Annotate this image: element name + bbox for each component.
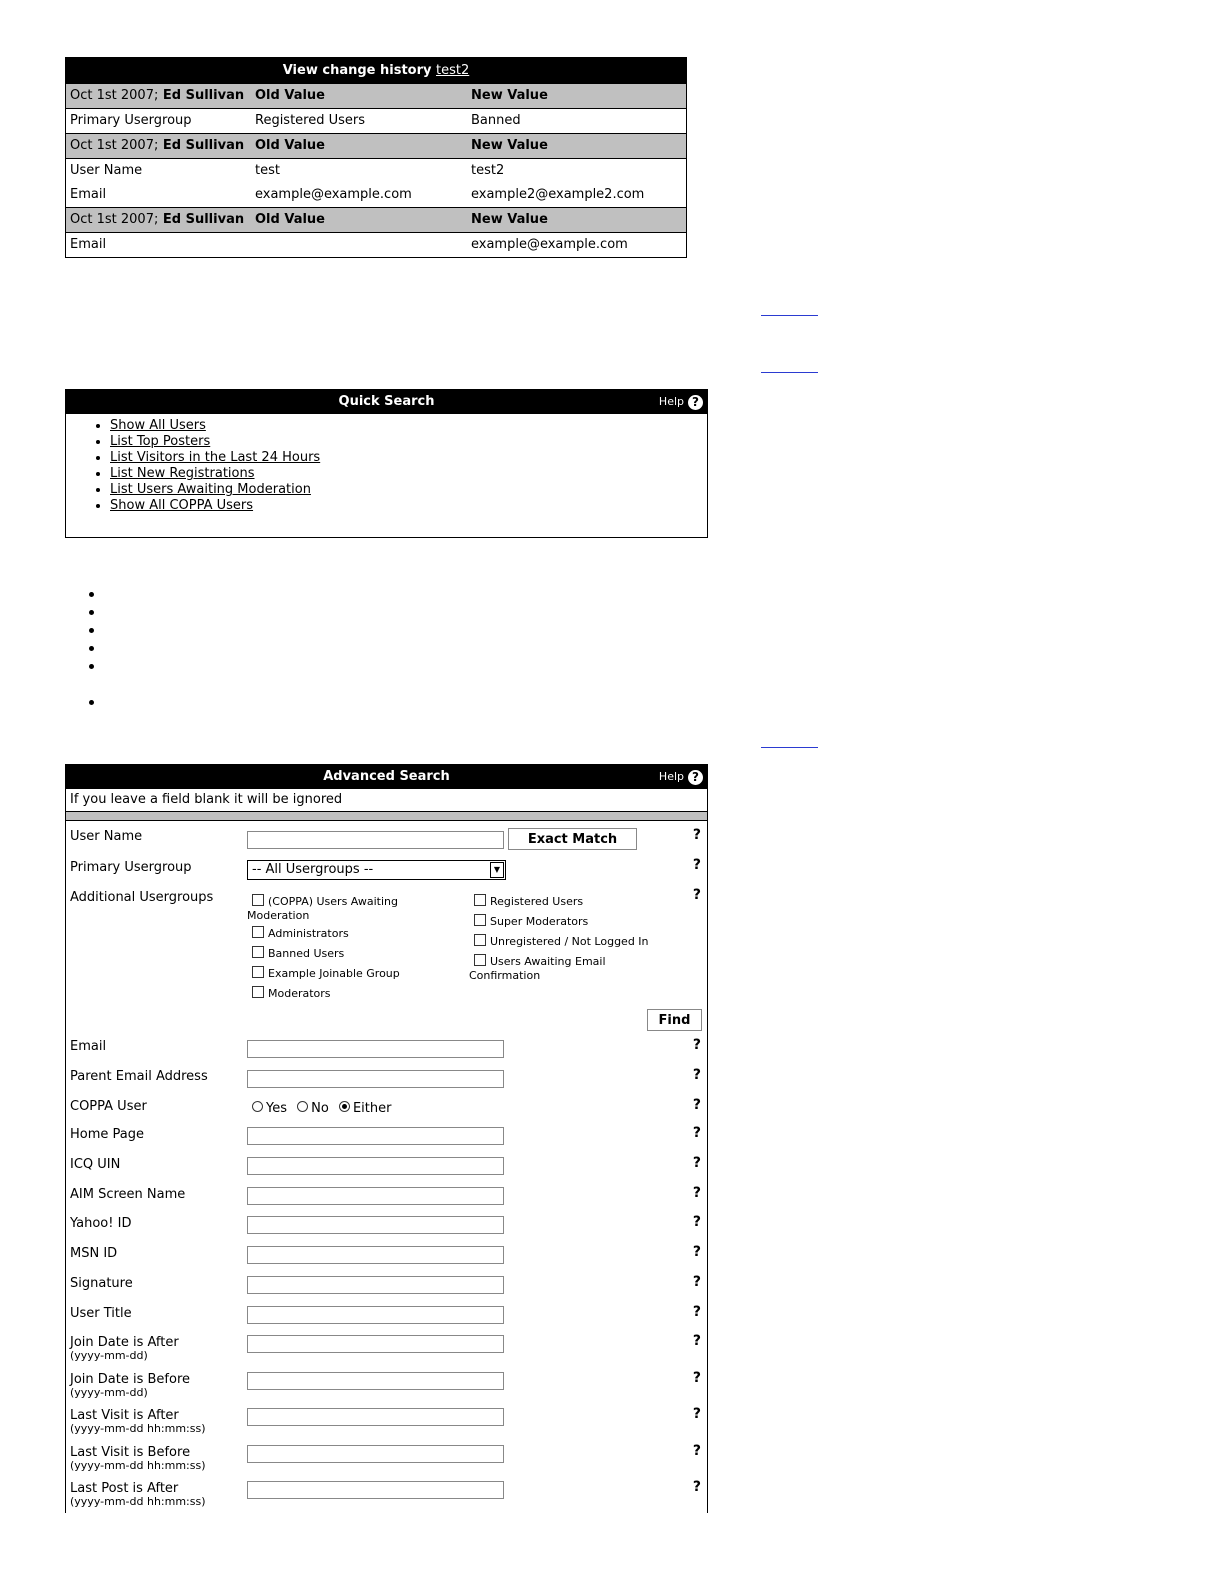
help-label: Help bbox=[658, 395, 684, 408]
blank-link[interactable] bbox=[761, 746, 818, 748]
primary-usergroup-select[interactable] bbox=[247, 860, 506, 880]
usergroup-label: Users Awaiting Email bbox=[490, 955, 606, 968]
field-label: AIM Screen Name bbox=[70, 1187, 186, 1202]
usergroup-label-continued: Moderation bbox=[247, 909, 310, 922]
email-input[interactable] bbox=[247, 1040, 504, 1058]
help-question-icon[interactable]: ? bbox=[692, 1244, 701, 1260]
yahoo-input[interactable] bbox=[247, 1216, 504, 1234]
advanced-search-panel bbox=[65, 764, 708, 1513]
help-question-icon[interactable]: ? bbox=[692, 1155, 701, 1171]
new-value-header: New Value bbox=[471, 88, 548, 103]
help-question-icon[interactable]: ? bbox=[692, 1370, 701, 1386]
show-all-users-link[interactable]: Show All Users bbox=[110, 418, 206, 433]
field-label: Email bbox=[70, 1039, 107, 1054]
history-user-link[interactable]: test2 bbox=[436, 63, 470, 78]
user-title-input[interactable] bbox=[247, 1306, 504, 1324]
bullet-icon bbox=[89, 664, 94, 669]
history-group-header bbox=[66, 207, 686, 232]
usergroup-checkbox-item[interactable] bbox=[252, 986, 331, 1001]
help-question-icon[interactable]: ? bbox=[692, 1067, 701, 1083]
history-old: test bbox=[255, 163, 280, 178]
icq-input[interactable] bbox=[247, 1157, 504, 1175]
coppa-user-label: COPPA User bbox=[70, 1099, 147, 1114]
help-question-icon[interactable]: ? bbox=[692, 1333, 701, 1349]
field-label-main: Last Visit is After bbox=[70, 1408, 179, 1423]
bullet-icon bbox=[89, 646, 94, 651]
help-question-icon[interactable]: ? bbox=[692, 1304, 701, 1320]
help-button[interactable] bbox=[659, 765, 703, 789]
field-label bbox=[70, 1408, 206, 1435]
field-label: Parent Email Address bbox=[70, 1069, 208, 1084]
help-question-icon[interactable]: ? bbox=[692, 1097, 701, 1113]
field-label-main: Join Date is After bbox=[70, 1335, 179, 1350]
field-label: User Title bbox=[70, 1306, 132, 1321]
primary-usergroup-label: Primary Usergroup bbox=[70, 860, 192, 875]
additional-usergroups-label: Additional Usergroups bbox=[70, 890, 214, 905]
usergroup-label: Unregistered / Not Logged In bbox=[490, 935, 649, 948]
exact-match-button[interactable]: Exact Match bbox=[508, 828, 637, 850]
history-group-header bbox=[66, 84, 686, 108]
quick-search-panel bbox=[65, 389, 708, 538]
help-question-icon[interactable]: ? bbox=[692, 1037, 701, 1053]
bullet-icon bbox=[89, 628, 94, 633]
checkbox[interactable] bbox=[252, 894, 264, 906]
bullet-icon bbox=[89, 592, 94, 597]
usergroup-label: Registered Users bbox=[490, 895, 584, 908]
field-label: Home Page bbox=[70, 1127, 144, 1142]
checkbox[interactable] bbox=[252, 966, 264, 978]
primary-usergroup-value: -- All Usergroups -- bbox=[252, 862, 374, 877]
coppa-no-radio[interactable] bbox=[297, 1101, 308, 1112]
radio-label: Either bbox=[352, 1101, 392, 1116]
old-value-header: Old Value bbox=[255, 212, 325, 227]
history-field: Email bbox=[70, 237, 107, 252]
history-row bbox=[66, 183, 686, 207]
usergroup-checkbox-item[interactable] bbox=[252, 966, 400, 981]
radio-label: No bbox=[311, 1101, 329, 1116]
history-date: Oct 1st 2007; bbox=[70, 88, 159, 103]
quick-search-header bbox=[66, 390, 707, 414]
help-question-icon[interactable]: ? bbox=[692, 1443, 701, 1459]
list-awaiting-moderation-link[interactable]: List Users Awaiting Moderation bbox=[110, 482, 311, 497]
help-label: Help bbox=[658, 770, 684, 783]
usergroup-label-continued: Confirmation bbox=[469, 969, 541, 982]
checkbox[interactable] bbox=[474, 894, 486, 906]
usergroup-checkbox-item[interactable] bbox=[252, 926, 349, 941]
checkbox[interactable] bbox=[474, 954, 486, 966]
history-editor: Ed Sullivan bbox=[162, 138, 245, 153]
history-row bbox=[66, 108, 686, 133]
msn-input[interactable] bbox=[247, 1246, 504, 1264]
checkbox[interactable] bbox=[252, 986, 264, 998]
history-date: Oct 1st 2007; bbox=[70, 138, 159, 153]
history-old bbox=[255, 233, 471, 257]
help-question-icon[interactable]: ? bbox=[692, 1185, 701, 1201]
advanced-search-header bbox=[66, 765, 707, 789]
help-question-icon[interactable]: ? bbox=[692, 1479, 701, 1495]
search-note: If you leave a field blank it will be ignored bbox=[66, 789, 707, 812]
checkbox[interactable] bbox=[252, 946, 264, 958]
history-new: Banned bbox=[471, 113, 521, 128]
field-format-hint: (yyyy-mm-dd) bbox=[70, 1386, 148, 1399]
show-coppa-users-link[interactable]: Show All COPPA Users bbox=[110, 498, 254, 513]
history-editor: Ed Sullivan bbox=[162, 88, 245, 103]
coppa-either-radio[interactable] bbox=[339, 1101, 350, 1112]
history-new: test2 bbox=[471, 163, 505, 178]
new-value-header: New Value bbox=[471, 212, 548, 227]
usergroup-label: Example Joinable Group bbox=[268, 967, 400, 980]
last-visit-before-input[interactable] bbox=[247, 1445, 504, 1463]
help-question-icon[interactable]: ? bbox=[692, 1274, 701, 1290]
history-date: Oct 1st 2007; bbox=[70, 212, 159, 227]
usergroup-checkbox-item[interactable] bbox=[474, 894, 583, 909]
parent-email-input[interactable] bbox=[247, 1070, 504, 1088]
field-label: ICQ UIN bbox=[70, 1157, 121, 1172]
separator bbox=[66, 812, 707, 821]
history-row bbox=[66, 232, 686, 257]
help-question-icon[interactable]: ? bbox=[692, 1125, 701, 1141]
list-top-posters-link[interactable]: List Top Posters bbox=[110, 434, 211, 449]
last-post-after-input[interactable] bbox=[247, 1481, 504, 1499]
usergroup-label: Administrators bbox=[268, 927, 349, 940]
last-visit-after-input[interactable] bbox=[247, 1408, 504, 1426]
field-label bbox=[70, 1372, 190, 1399]
field-label-main: Join Date is Before bbox=[70, 1372, 190, 1387]
quick-search-title: Quick Search bbox=[338, 394, 435, 409]
aim-input[interactable] bbox=[247, 1187, 504, 1205]
history-new: example2@example2.com bbox=[471, 187, 645, 202]
history-group-header bbox=[66, 133, 686, 158]
username-label: User Name bbox=[70, 829, 143, 844]
list-new-registrations-link[interactable]: List New Registrations bbox=[110, 466, 255, 481]
field-label: MSN ID bbox=[70, 1246, 118, 1261]
home-page-input[interactable] bbox=[247, 1127, 504, 1145]
help-question-icon[interactable]: ? bbox=[692, 827, 701, 843]
checkbox[interactable] bbox=[474, 934, 486, 946]
list-item bbox=[110, 418, 707, 434]
field-label bbox=[70, 1335, 179, 1362]
history-field: Email bbox=[70, 187, 107, 202]
field-format-hint: (yyyy-mm-dd hh:mm:ss) bbox=[70, 1422, 206, 1435]
quick-search-list bbox=[66, 418, 707, 514]
help-question-icon[interactable]: ? bbox=[692, 887, 701, 903]
list-item bbox=[110, 450, 707, 466]
bullet-icon bbox=[89, 610, 94, 615]
change-history-table bbox=[65, 57, 687, 258]
list-item bbox=[110, 466, 707, 482]
old-value-header: Old Value bbox=[255, 88, 325, 103]
checkbox[interactable] bbox=[474, 914, 486, 926]
list-item bbox=[110, 482, 707, 498]
radio-label: Yes bbox=[266, 1101, 287, 1116]
bullet-icon bbox=[89, 700, 94, 705]
join-after-input[interactable] bbox=[247, 1335, 504, 1353]
username-input[interactable] bbox=[247, 831, 504, 849]
help-button[interactable] bbox=[659, 390, 703, 414]
usergroup-label: Banned Users bbox=[268, 947, 345, 960]
field-format-hint: (yyyy-mm-dd hh:mm:ss) bbox=[70, 1495, 206, 1508]
history-new: example@example.com bbox=[471, 237, 628, 252]
join-before-input[interactable] bbox=[247, 1372, 504, 1390]
field-label: Signature bbox=[70, 1276, 133, 1291]
history-old: Registered Users bbox=[255, 113, 366, 128]
usergroup-label: Super Moderators bbox=[490, 915, 589, 928]
usergroup-label: Moderators bbox=[268, 987, 331, 1000]
help-question-icon[interactable]: ? bbox=[692, 1406, 701, 1422]
help-question-icon[interactable]: ? bbox=[692, 857, 701, 873]
list-item bbox=[110, 434, 707, 450]
change-history-header bbox=[66, 58, 686, 84]
list-visitors-link[interactable]: List Visitors in the Last 24 Hours bbox=[110, 450, 321, 465]
help-question-icon[interactable]: ? bbox=[692, 1214, 701, 1230]
history-editor: Ed Sullivan bbox=[162, 212, 245, 227]
usergroup-checkbox-item[interactable] bbox=[252, 894, 398, 909]
field-format-hint: (yyyy-mm-dd hh:mm:ss) bbox=[70, 1459, 206, 1472]
field-format-hint: (yyyy-mm-dd) bbox=[70, 1349, 148, 1362]
change-history-title: View change history bbox=[282, 63, 432, 78]
advanced-search-title: Advanced Search bbox=[323, 769, 450, 784]
history-old: example@example.com bbox=[255, 187, 412, 202]
history-field: User Name bbox=[70, 163, 143, 178]
dropdown-arrow-icon: ▼ bbox=[490, 862, 504, 878]
coppa-yes-radio[interactable] bbox=[252, 1101, 263, 1112]
field-label bbox=[70, 1445, 206, 1472]
usergroup-checkbox-item[interactable] bbox=[252, 946, 344, 961]
usergroup-checkbox-item[interactable] bbox=[474, 934, 649, 949]
field-label-main: Last Visit is Before bbox=[70, 1445, 191, 1460]
checkbox[interactable] bbox=[252, 926, 264, 938]
field-label-main: Last Post is After bbox=[70, 1481, 179, 1496]
help-icon: ? bbox=[688, 395, 703, 410]
history-field: Primary Usergroup bbox=[70, 113, 192, 128]
coppa-radio-group bbox=[252, 1101, 391, 1116]
signature-input[interactable] bbox=[247, 1276, 504, 1294]
find-button[interactable]: Find bbox=[647, 1009, 702, 1031]
help-icon: ? bbox=[688, 770, 703, 785]
blank-link[interactable] bbox=[761, 314, 818, 316]
usergroup-checkbox-item[interactable] bbox=[474, 954, 606, 969]
field-label: Yahoo! ID bbox=[70, 1216, 132, 1231]
list-item bbox=[110, 498, 707, 514]
new-value-header: New Value bbox=[471, 138, 548, 153]
usergroup-checkbox-item[interactable] bbox=[474, 914, 588, 929]
history-row bbox=[66, 158, 686, 183]
old-value-header: Old Value bbox=[255, 138, 325, 153]
usergroup-label: (COPPA) Users Awaiting bbox=[268, 895, 399, 908]
blank-link[interactable] bbox=[761, 371, 818, 373]
field-label bbox=[70, 1481, 206, 1508]
